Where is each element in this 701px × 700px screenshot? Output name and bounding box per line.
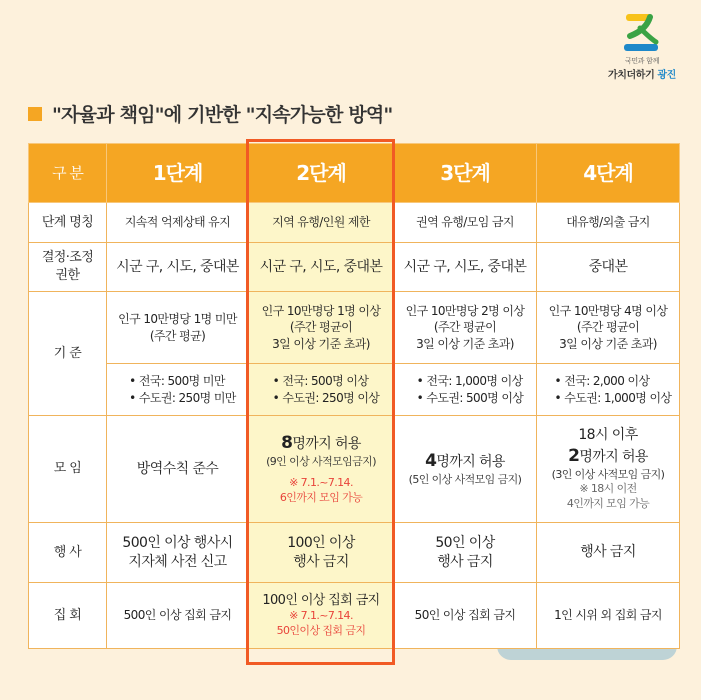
- table-cell: 인구 10만명당 1명 미만 (주간 평균): [107, 292, 249, 364]
- table-cell: 인구 10만명당 4명 이상 (주간 평균이 3일 이상 기준 초과): [537, 292, 680, 364]
- table-row-event: [29, 523, 680, 583]
- table-cell: 50인 이상 행사 금지: [394, 523, 537, 583]
- row-label: 행 사: [29, 523, 107, 583]
- table-cell: 100인 이상 행사 금지: [249, 523, 394, 583]
- table-cell: 18시 이후 2명까지 허용 (3인 이상 사적모임 금지) ※ 18시 이전 4인까지 모임 가능: [537, 416, 680, 523]
- header-stage-1: 1단계: [107, 144, 249, 203]
- row-label: 집 회: [29, 583, 107, 649]
- row-label: 기 준: [29, 292, 107, 416]
- table-cell: 4명까지 허용 (5인 이상 사적모임 금지): [394, 416, 537, 523]
- table-cell: • 전국: 2,000 이상 • 수도권: 1,000명 이상: [537, 364, 680, 416]
- table-header-row: [29, 144, 680, 203]
- table-row-gathering: [29, 416, 680, 523]
- table-row-authority: [29, 243, 680, 292]
- table-cell: 지역 유행/인원 제한: [249, 203, 394, 243]
- table-cell: 시군 구, 시도, 중대본: [249, 243, 394, 292]
- header-category: 구 분: [29, 144, 107, 203]
- row-label: 모 임: [29, 416, 107, 523]
- gwangjin-logo: [597, 8, 687, 81]
- table-cell: 중대본: [537, 243, 680, 292]
- table-cell: 대유행/외출 금지: [537, 203, 680, 243]
- table-cell: 500인 이상 행사시 지자체 사전 신고: [107, 523, 249, 583]
- table-cell: 시군 구, 시도, 중대본: [394, 243, 537, 292]
- row-label: 단계 명칭: [29, 203, 107, 243]
- table-cell: 행사 금지: [537, 523, 680, 583]
- table-cell: • 전국: 1,000명 이상 • 수도권: 500명 이상: [394, 364, 537, 416]
- table-row-criteria: [29, 292, 680, 364]
- table-cell: • 전국: 500명 이상 • 수도권: 250명 이상: [249, 364, 394, 416]
- table-row-assembly: [29, 583, 680, 649]
- table-cell: 500인 이상 집회 금지: [107, 583, 249, 649]
- gwangjin-emblem-icon: [620, 8, 664, 54]
- header-stage-2: 2단계: [249, 144, 394, 203]
- logo-slogan: 국민과 함께: [624, 57, 660, 65]
- table-cell: 인구 10만명당 2명 이상 (주간 평균이 3일 이상 기준 초과): [394, 292, 537, 364]
- table-cell: 방역수칙 준수: [107, 416, 249, 523]
- row-label: 결정·조정 권한: [29, 243, 107, 292]
- table-row-criteria-counts: [29, 364, 680, 416]
- table-cell: 지속적 억제상태 유지: [107, 203, 249, 243]
- table-cell: 1인 시위 외 집회 금지: [537, 583, 680, 649]
- table-cell: 8명까지 허용 (9인 이상 사적모임금지) ※ 7.1.~7.14. 6인까지 모임 가능: [249, 416, 394, 523]
- table-cell: 권역 유행/모임 금지: [394, 203, 537, 243]
- header-stage-3: 3단계: [394, 144, 537, 203]
- table-cell: 50인 이상 집회 금지: [394, 583, 537, 649]
- header-stage-4: 4단계: [537, 144, 680, 203]
- table-cell: 100인 이상 집회 금지 ※ 7.1.~7.14. 50인이상 집회 금지: [249, 583, 394, 649]
- table-cell: 시군 구, 시도, 중대본: [107, 243, 249, 292]
- table-cell: • 전국: 500명 미만 • 수도권: 250명 미만: [107, 364, 249, 416]
- page-heading: "자율과 책임"에 기반한 "지속가능한 방역": [28, 100, 393, 127]
- table-row-stage-name: [29, 203, 680, 243]
- heading-square-icon: [28, 107, 42, 121]
- table-cell: 인구 10만명당 1명 이상 (주간 평균이 3일 이상 기준 초과): [249, 292, 394, 364]
- logo-text: 가치더하기 광진: [608, 70, 676, 81]
- distancing-table: [28, 143, 679, 649]
